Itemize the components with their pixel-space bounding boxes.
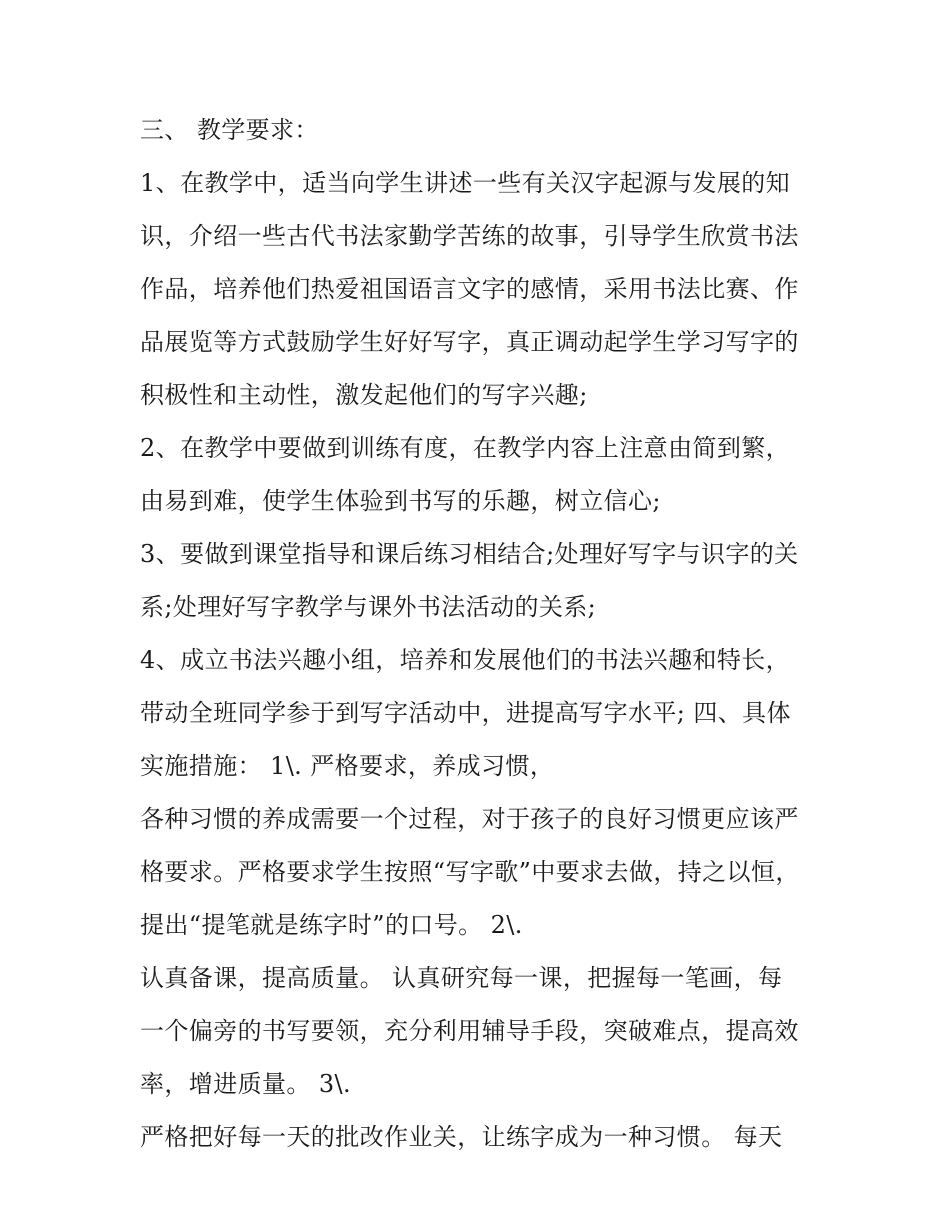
text-line: 由易到难，使学生体验到书写的乐趣，树立信心; (140, 487, 661, 515)
text-line: 积极性和主动性，激发起他们的写字兴趣; (140, 381, 588, 409)
text-line: 系;处理好写字教学与课外书法活动的关系; (140, 593, 597, 621)
text-line: 带动全班同学参于到写字活动中，进提高写字水平; 四、具体 (140, 699, 791, 727)
text-line: 1、在教学中，适当向学生讲述一些有关汉字起源与发展的知 (140, 169, 791, 197)
text-line: 识，介绍一些古代书法家勤学苦练的故事，引导学生欣赏书法 (140, 222, 799, 250)
text-line: 作品，培养他们热爱祖国语言文字的感情，采用书法比赛、作 (140, 275, 799, 303)
text-line: 认真备课，提高质量。 认真研究每一课，把握每一笔画，每 (140, 964, 783, 992)
text-line: 各种习惯的养成需要一个过程，对于孩子的良好习惯更应该严 (140, 805, 799, 833)
section-heading: 三、 教学要求： (140, 116, 319, 144)
text-line: 率，增进质量。 3\. (140, 1070, 352, 1098)
text-line: 3、要做到课堂指导和课后练习相结合;处理好写字与识字的关 (140, 540, 799, 568)
text-line: 4、成立书法兴趣小组，培养和发展他们的书法兴趣和特长， (140, 646, 791, 674)
text-line: 品展览等方式鼓励学生好好写字，真正调动起学生学习写字的 (140, 328, 799, 356)
text-line: 一个偏旁的书写要领，充分利用辅导手段，突破难点，提高效 (140, 1017, 799, 1045)
text-line: 提出“提笔就是练字时”的口号。 2\. (140, 911, 523, 939)
text-line: 实施措施： 1\. 严格要求，养成习惯， (140, 752, 555, 780)
text-line: 严格把好每一天的批改作业关，让练字成为一种习惯。 每天 (140, 1123, 783, 1151)
text-line: 格要求。严格要求学生按照“写字歌”中要求去做，持之以恒， (140, 858, 800, 886)
text-line: 2、在教学中要做到训练有度，在教学内容上注意由简到繁， (140, 434, 791, 462)
